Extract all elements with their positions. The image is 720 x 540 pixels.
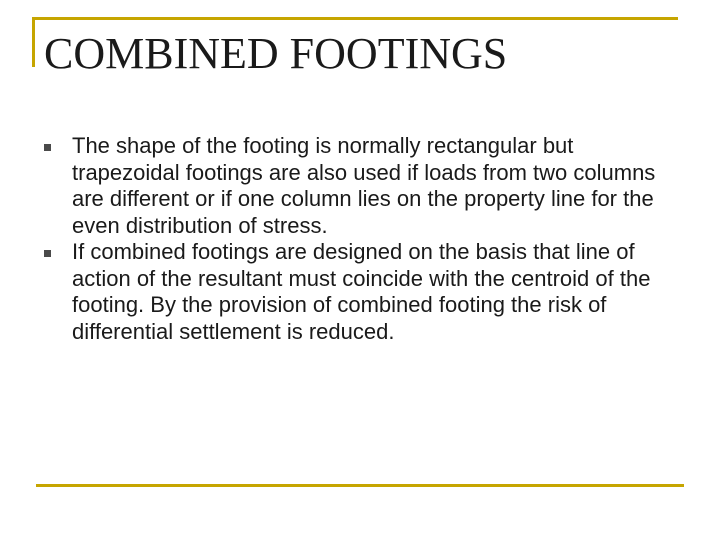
- square-bullet-icon: [44, 144, 51, 151]
- slide-title: COMBINED FOOTINGS: [44, 29, 508, 78]
- bullet-text: The shape of the footing is normally rectangular but trapezoidal footings are also used if loads from two columns are different or if one column lies on the property line for the even distribution of stress.: [72, 133, 656, 238]
- square-bullet-icon: [44, 250, 51, 257]
- bullet-list: [40, 133, 680, 345]
- frame-top-rule: [32, 17, 678, 20]
- frame-left-rule: [32, 17, 35, 67]
- bullet-item: [40, 133, 680, 239]
- bullet-item: [40, 239, 680, 345]
- frame-bottom-rule: [36, 484, 684, 487]
- bullet-text: If combined footings are designed on the basis that line of action of the resultant must coincide with the centroid of the footing. By the provision of combined footing the risk of differential settlement is reduced.: [72, 239, 651, 344]
